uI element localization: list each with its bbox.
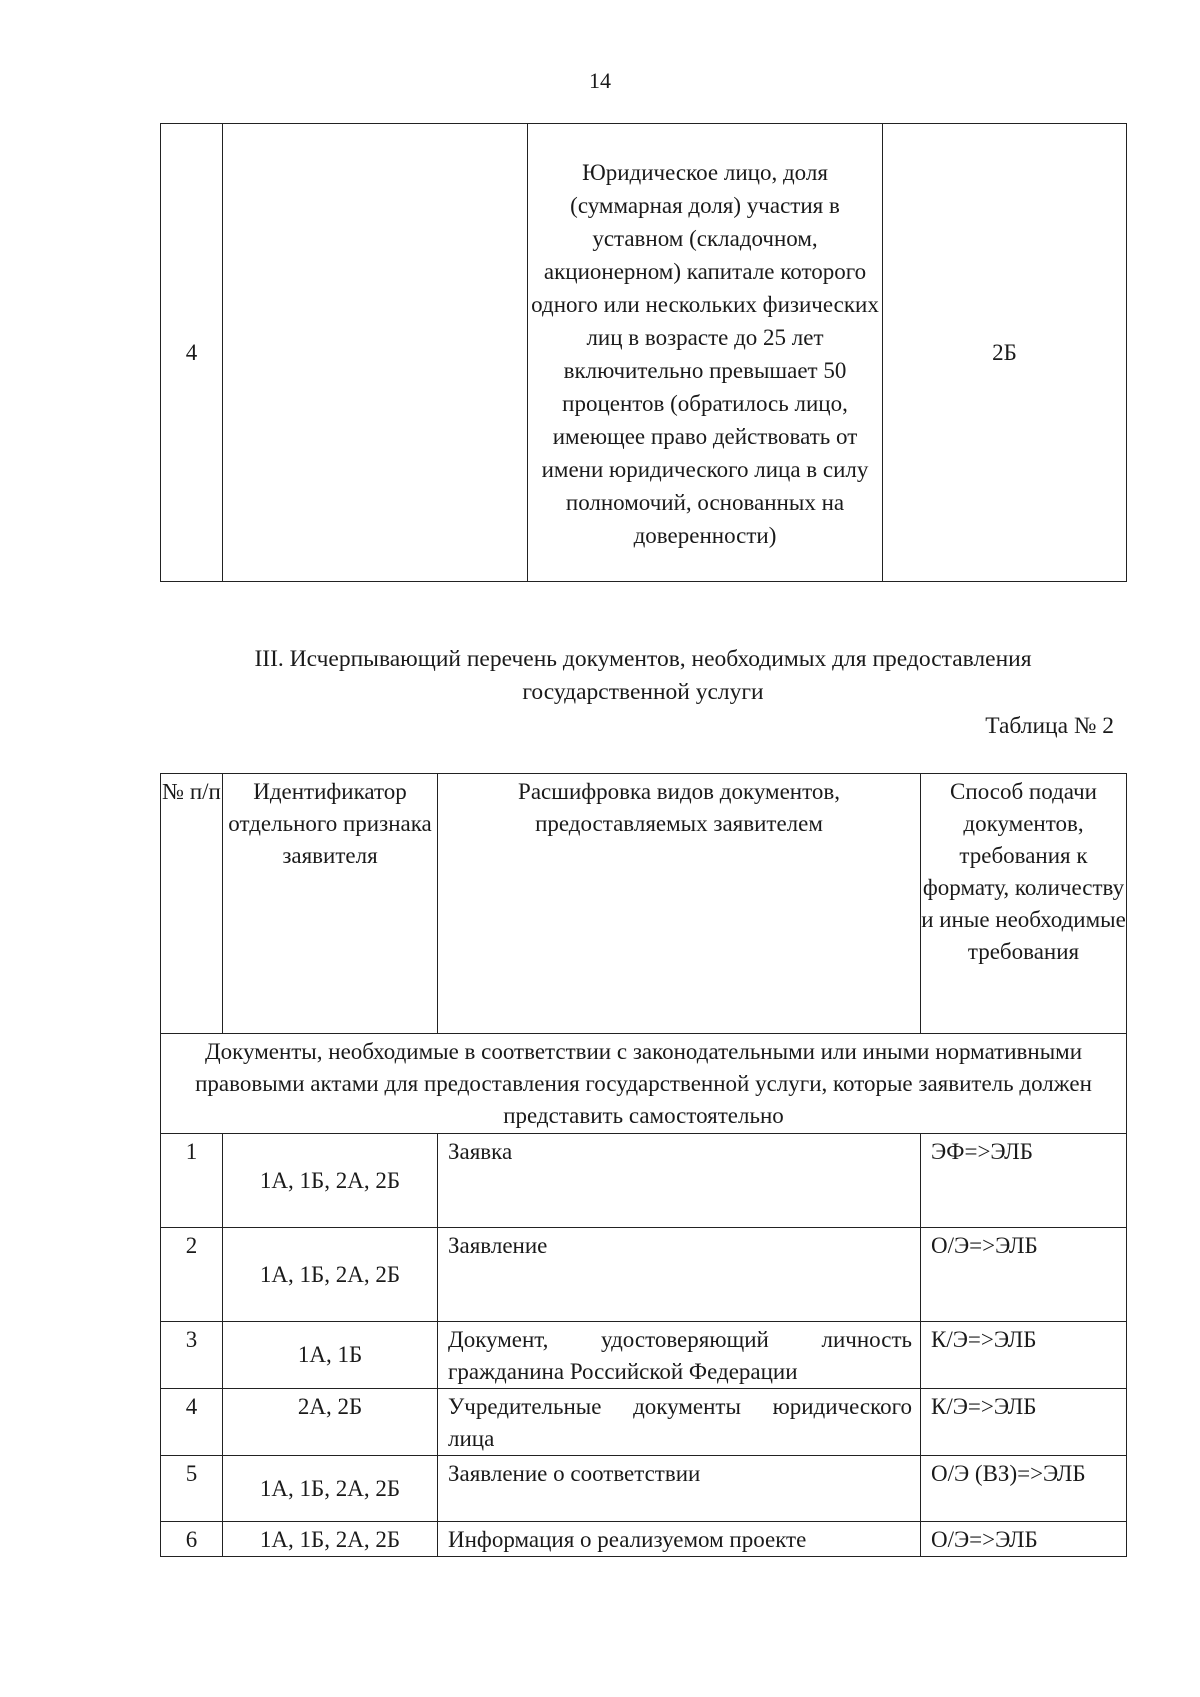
table-row bbox=[161, 1134, 1127, 1228]
row-document: Заявка bbox=[438, 1134, 921, 1228]
row-number: 4 bbox=[161, 1389, 223, 1456]
row-number-cell: 4 bbox=[161, 124, 223, 582]
row-document: Заявление bbox=[438, 1228, 921, 1322]
header-row bbox=[161, 774, 1127, 1034]
row-number: 5 bbox=[161, 1456, 223, 1522]
row-document: Учредительные документы юридического лица bbox=[438, 1389, 921, 1456]
row-method: О/Э (ВЗ)=>ЭЛБ bbox=[921, 1456, 1127, 1522]
table-row bbox=[161, 1228, 1127, 1322]
row-method: О/Э=>ЭЛБ bbox=[921, 1228, 1127, 1322]
page-number: 14 bbox=[589, 68, 611, 93]
row-document: Документ, удостоверяющий личность гражданина Российской Федерации bbox=[438, 1322, 921, 1389]
row-number: 1 bbox=[161, 1134, 223, 1228]
applicant-features-table-continued bbox=[160, 123, 1127, 582]
header-number: № п/п bbox=[161, 774, 223, 1034]
row-document: Информация о реализуемом проекте bbox=[438, 1522, 921, 1557]
empty-cell bbox=[223, 124, 528, 582]
row-method: К/Э=>ЭЛБ bbox=[921, 1389, 1127, 1456]
row-method: ЭФ=>ЭЛБ bbox=[921, 1134, 1127, 1228]
row-identifier: 1А, 1Б bbox=[223, 1322, 438, 1389]
applicant-description-cell: Юридическое лицо, доля (суммарная доля) участия в уставном (складочном, акционерном) капитале которого одного или нескольких физических лиц в возрасте до 25 лет включительно превышает 50 процентов (обратилось лицо, имеющее право действовать от имени юридического лица в силу полномочий, основанных на доверенности) bbox=[528, 124, 883, 582]
row-number: 3 bbox=[161, 1322, 223, 1389]
group-row bbox=[161, 1034, 1127, 1134]
row-identifier: 1А, 1Б, 2А, 2Б bbox=[223, 1522, 438, 1557]
row-method: О/Э=>ЭЛБ bbox=[921, 1522, 1127, 1557]
row-identifier: 2А, 2Б bbox=[223, 1389, 438, 1456]
row-document: Заявление о соответствии bbox=[438, 1456, 921, 1522]
table-row bbox=[161, 1522, 1127, 1557]
section-title bbox=[160, 643, 1126, 709]
documents-table bbox=[160, 773, 1127, 1557]
row-number: 6 bbox=[161, 1522, 223, 1557]
section-title-line2: государственной услуги bbox=[522, 679, 764, 705]
header-documents: Расшифровка видов документов, предоставляемых заявителем bbox=[438, 774, 921, 1034]
table-row bbox=[161, 1389, 1127, 1456]
table-row bbox=[161, 1456, 1127, 1522]
header-method: Способ подачи документов, требования к формату, количеству и иные необходимые требования bbox=[921, 774, 1127, 1034]
row-identifier: 1А, 1Б, 2А, 2Б bbox=[223, 1456, 438, 1522]
group-title: Документы, необходимые в соответствии с законодательными или иными нормативными правовыми актами для предоставления государственной услуги, которые заявитель должен представить самостоятельно bbox=[161, 1034, 1127, 1134]
header-identifier: Идентификатор отдельного признака заявителя bbox=[223, 774, 438, 1034]
section-title-line1: III. Исчерпывающий перечень документов, необходимых для предоставления bbox=[254, 646, 1032, 672]
row-method: К/Э=>ЭЛБ bbox=[921, 1322, 1127, 1389]
row-identifier: 1А, 1Б, 2А, 2Б bbox=[223, 1134, 438, 1228]
row-number: 2 bbox=[161, 1228, 223, 1322]
table-caption: Таблица № 2 bbox=[985, 713, 1114, 739]
applicant-code-cell: 2Б bbox=[883, 124, 1127, 582]
table-row bbox=[161, 1322, 1127, 1389]
table-row bbox=[161, 124, 1127, 582]
row-identifier: 1А, 1Б, 2А, 2Б bbox=[223, 1228, 438, 1322]
